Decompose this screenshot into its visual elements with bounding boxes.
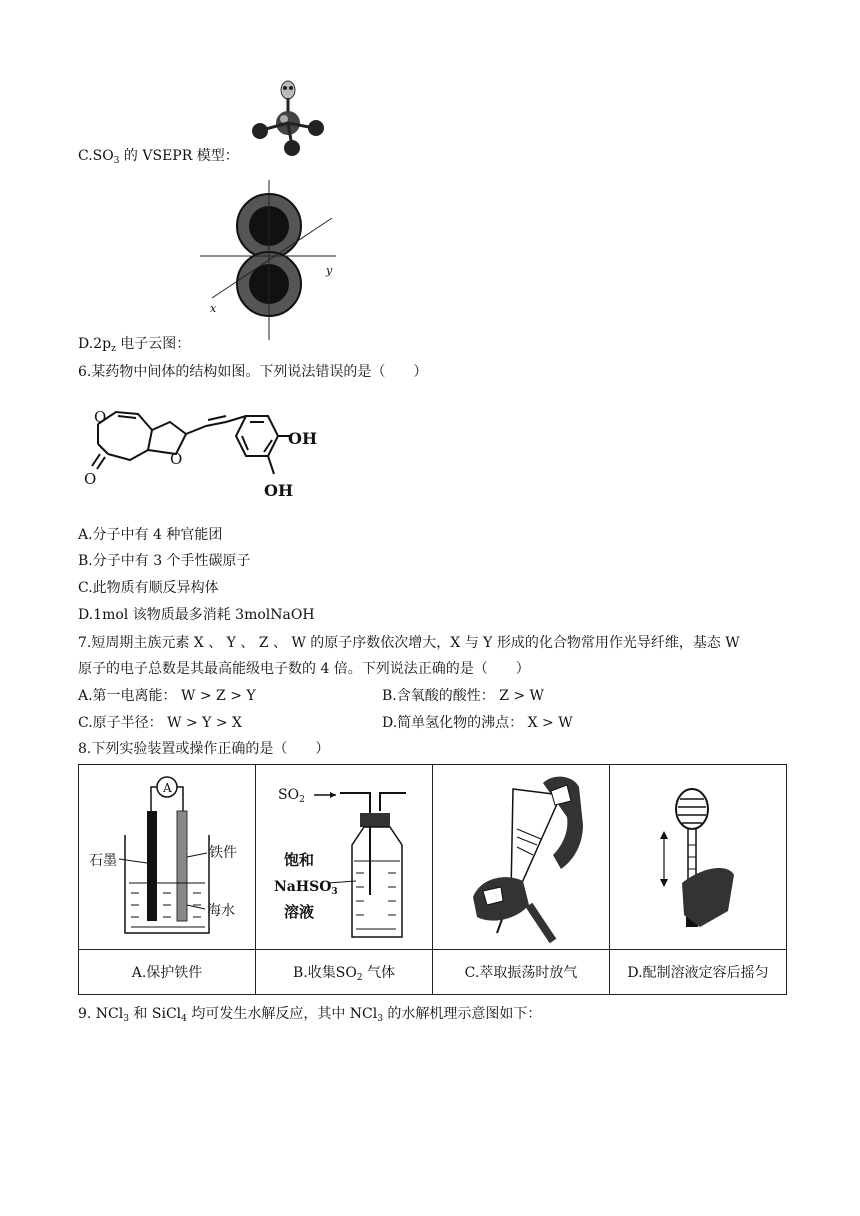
q8-options-table [78,764,787,995]
q7-stem-line1: 7.短周期主族元素 X 、 Y 、 Z 、 W 的原子序数依次增大，X 与 Y 形成的化合物常用作光导纤维，基态 W [78,635,740,651]
q6-stem: 6.某药物中间体的结构如图。下列说法错误的是（ ） [78,364,428,380]
ammeter-label: A [163,781,172,795]
q8-figure-d-cell [610,765,787,950]
q7-option-c: C.原子半径： W > Y > X [78,715,242,731]
q6-option-d: D.1mol 该物质最多消耗 3molNaOH [78,607,315,623]
graphite-label: 石墨 [89,853,117,869]
q9-stem: 9. NCl$_3$ 和 SiCl$_4$ 均可发生水解反应，其中 NCl$_3$ 的水解机理示意图如下： [78,1006,542,1024]
q8-caption-b: B.收集$SO_2$ 气体 [256,950,433,995]
axis-y-label: y [326,264,333,277]
q6-option-b: B.分子中有 3 个手性碳原子 [78,553,251,569]
q8-caption-d: D.配制溶液定容后摇匀 [610,950,787,995]
q8-figure-a-cell [79,765,256,950]
volumetric-flask-shaking-image [610,765,786,945]
electrolysis-apparatus-image [79,765,255,945]
q8-caption-a: A.保护铁件 [79,950,256,995]
q6-structure-image [78,392,328,512]
svg-text:O: O [170,450,183,468]
2pz-electron-cloud-image [196,180,346,340]
iron-part-label: 铁件 [209,845,237,861]
q8-caption-c: C.萃取振荡时放气 [433,950,610,995]
so3-vsepr-model-image [248,78,328,158]
gas-washing-bottle-image [256,765,432,945]
seawater-label: 海水 [207,903,235,919]
svg-text:O: O [94,408,107,426]
saturated-label: 饱和 [284,851,315,869]
svg-text:O: O [84,470,97,488]
separatory-funnel-venting-image [433,765,609,945]
q7-option-a: A.第一电离能： W > Z > Y [78,688,256,704]
q5-option-c: $C.SO_3$ 的 VSEPR 模型： [78,148,239,166]
q8-figure-b-cell [256,765,433,950]
solution-label: 溶液 [284,903,315,921]
q6-option-c: C.此物质有顺反异构体 [78,580,219,596]
q7-stem-line2: 原子的电子总数是其最高能级电子数的 4 倍。下列说法正确的是（ ） [78,661,530,677]
nahso3-label: NaHSO$_3$ [274,879,338,897]
axis-x-label: x [210,302,217,315]
q6-option-a: A.分子中有 4 种官能团 [78,527,223,543]
oh-label-1: OH [288,429,318,448]
q7-option-b: B.含氧酸的酸性： Z > W [382,688,544,704]
q7-option-d: D.简单氢化物的沸点： X > W [382,715,573,731]
q5-option-d: $D.2p_z$ 电子云图： [78,336,191,354]
gas-in-label: $SO_2$ [278,787,305,805]
q8-stem: 8.下列实验装置或操作正确的是（ ） [78,741,330,757]
q8-figure-c-cell [433,765,610,950]
oh-label-2: OH [264,481,294,500]
